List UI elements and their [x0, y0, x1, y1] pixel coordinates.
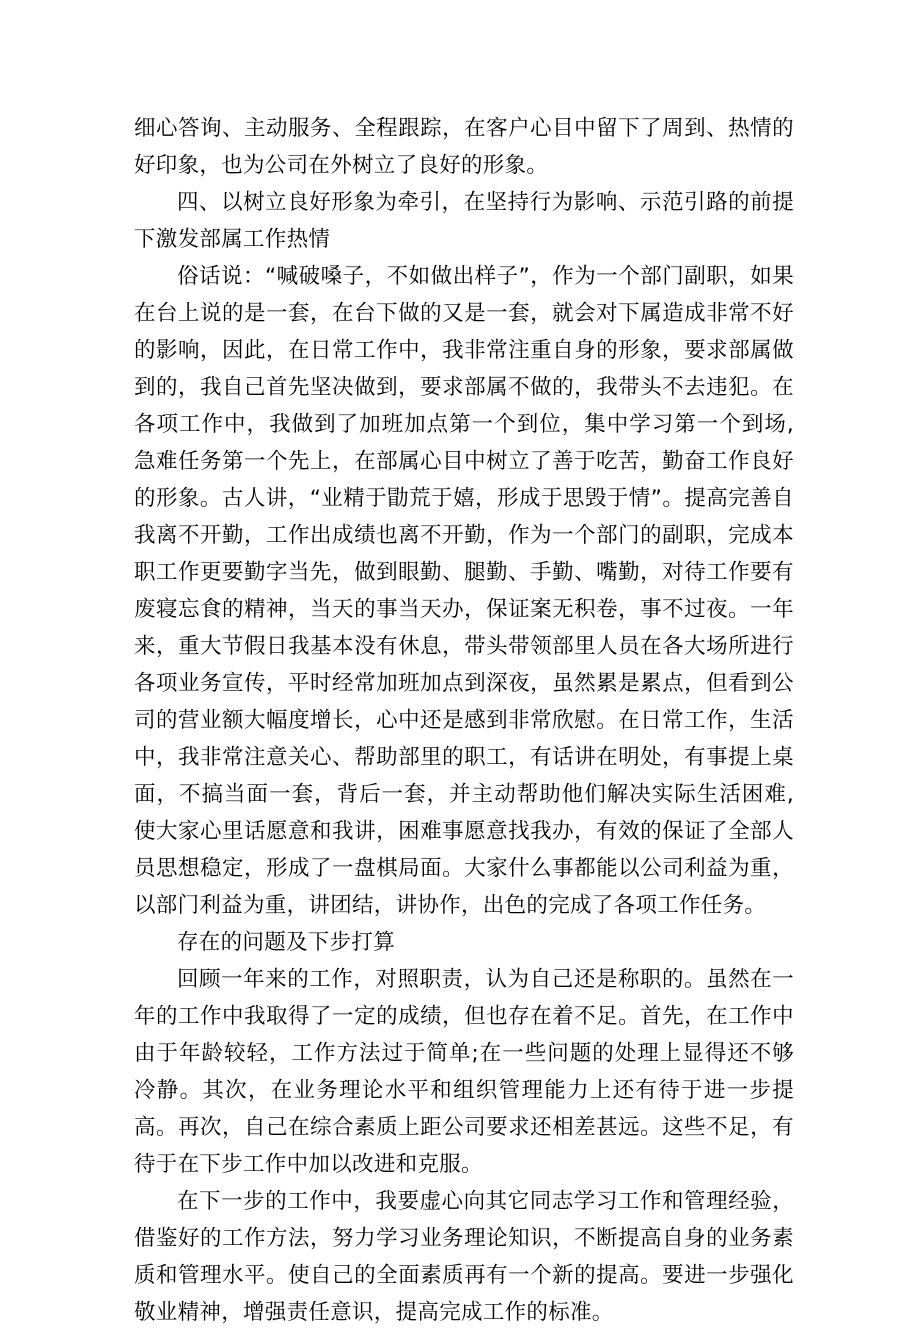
section-heading-4: 四、以树立良好形象为牵引，在坚持行为影响、示范引路的前提下激发部属工作热情 — [134, 190, 794, 252]
paragraph-5: 回顾一年来的工作，对照职责，认为自己还是称职的。虽然在一年的工作中我取得了一定的成绩，但也存在着不足。首先，在工作中由于年龄较轻，工作方法过于简单;在一些问题的处理上显得还不够冷静。其次，在业务理论水平和组织管理能力上还有待于进一步提高。再次，自己在综合素质上距公司要求还相差甚远。这些不足，有待于在下步工作中加以改进和克服。 — [134, 967, 794, 1177]
document-body — [134, 110, 794, 1331]
section-heading-problems: 存在的问题及下步打算 — [177, 930, 396, 955]
paragraph-3: 俗话说：“喊破嗓子，不如做出样子”，作为一个部门副职，如果在台上说的是一套，在台下做的又是一套，就会对下属造成非常不好的影响，因此，在日常工作中，我非常注重自身的形象，要求部属做到的，我自己首先坚决做到，要求部属不做的，我带头不去违犯。在各项工作中，我做到了加班加点第一个到位，集中学习第一个到场,急难任务第一个先上，在部属心目中树立了善于吃苦，勤奋工作良好的形象。古人讲，“业精于勖荒于嬉，形成于思毁于情”。提高完善自我离不开勤，工作出成绩也离不开勤，作为一个部门的副职，完成本职工作更要勤字当先，做到眼勤、腿勤、手勤、嘴勤，对待工作要有废寝忘食的精神，当天的事当天办，保证案无积卷，事不过夜。一年来，重大节假日我基本没有休息，带头带领部里人员在各大场所进行各项业务宣传，平时经常加班加点到深夜，虽然累是累点，但看到公司的营业额大幅度增长，心中还是感到非常欣慰。在日常工作，生活中，我非常注意关心、帮助部里的职工，有话讲在明处，有事提上桌面，不搞当面一套，背后一套，并主动帮助他们解决实际生活困难,使大家心里话愿意和我讲，困难事愿意找我办，有效的保证了全部人员思想稳定，形成了一盘棋局面。大家什么事都能以公司利益为重，以部门利益为重，讲团结，讲协作，出色的完成了各项工作任务。 — [134, 264, 794, 918]
paragraph-1: 细心答询、主动服务、全程跟踪，在客户心目中留下了周到、热情的好印象，也为公司在外树立了良好的形象。 — [134, 116, 794, 178]
paragraph-6: 在下一步的工作中，我要虚心向其它同志学习工作和管理经验，借鉴好的工作方法，努力学习业务理论知识，不断提高自身的业务素质和管理水平。使自己的全面素质再有一个新的提高。要进一步强化敬业精神，增强责任意识，提高完成工作的标准。 — [134, 1189, 794, 1325]
